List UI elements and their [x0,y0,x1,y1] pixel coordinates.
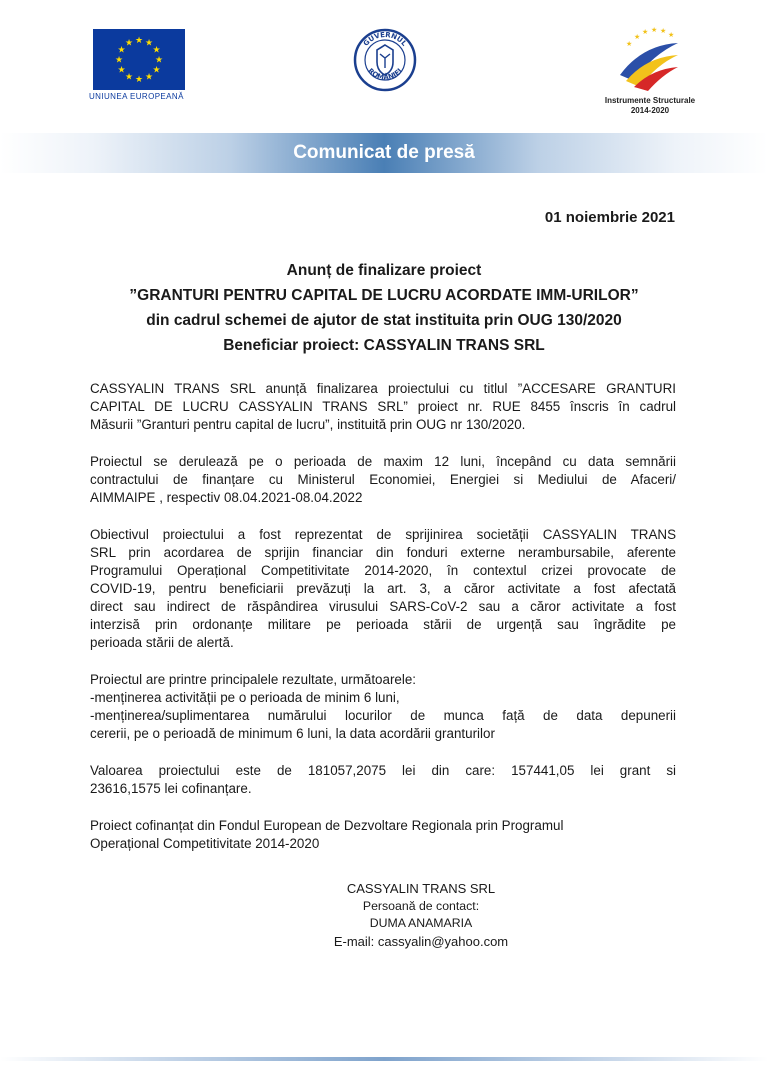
eu-logo-label: UNIUNEA EUROPEANĂ [89,92,184,101]
eu-flag-logo [93,29,185,90]
press-release-banner [0,133,768,173]
paragraph-project-results [90,671,676,743]
text-line: Valoarea proiectului este de 181057,2075 lei din care: 157441,05 lei grant si [90,763,676,778]
signature-company: CASSYALIN TRANS SRL [346,881,496,896]
text-line: Operațional Competitivitate 2014-2020 [90,836,320,851]
text-line: AIMMAIPE , respectiv 08.04.2021-08.04.2022 [90,490,363,505]
svg-text:★: ★ [117,65,126,76]
structural-instruments-swoosh-icon [612,25,682,95]
svg-text:★: ★ [668,31,675,39]
svg-text:★: ★ [124,38,134,49]
footer-divider [0,1057,768,1061]
structural-instruments-logo [612,25,682,95]
signature-contact-name: DUMA ANAMARIA [369,916,473,930]
text-line: SRL prin acordarea de sprijin financiar din fonduri externe nerambursabile, aferente [90,545,676,560]
paragraph-project-value [90,762,676,798]
svg-text:★: ★ [114,55,124,66]
text-line: cererii, pe o perioadă de minimum 6 luni, la data acordării granturilor [90,726,495,741]
government-seal-logo [353,28,417,92]
contact-signature [0,880,768,950]
text-line: CAPITAL DE LUCRU CASSYALIN TRANS SRL” proiect nr. RUE 8455 înscris în cadrul [90,399,676,414]
heading-line-2: ”GRANTURI PENTRU CAPITAL DE LUCRU ACORDATE IMM-URILOR” [129,287,639,304]
text-line: perioada stării de alertă. [90,635,234,650]
svg-text:★: ★ [144,38,154,49]
logo-bar [0,0,768,125]
text-line: Proiect cofinanțat din Fondul European de Dezvoltare Regionala prin Programul [90,818,564,833]
svg-text:★: ★ [626,40,633,48]
eu-stars-icon [93,29,185,90]
structural-instruments-years: 2014-2020 [630,106,670,115]
structural-instruments-label [595,96,705,116]
text-line: Proiectul are printre principalele rezultate, următoarele: [90,672,416,687]
svg-text:★: ★ [651,26,658,34]
text-line: Proiectul se derulează pe o perioada de maxim 12 luni, începând cu data semnării [90,454,676,469]
text-line: contractului de finanțare cu Ministerul Economiei, Energiei si Mediului de Afaceri/ [90,472,676,487]
text-line: -menținerea activității pe o perioada de minim 6 luni, [90,690,400,705]
text-line: COVID-19, pentru beneficiarii prevăzuți la art. 3, a căror activitate a fost afectată [90,581,676,596]
signature-email: E-mail: cassyalin@yahoo.com [333,933,509,949]
svg-text:★: ★ [660,27,667,35]
text-line: Obiectivul proiectului a fost reprezentat de sprijinirea societății CASSYALIN TRANS [90,527,676,542]
text-line: 23616,1575 lei cofinanțare. [90,781,252,796]
paragraph-project-completion [90,380,676,434]
structural-instruments-title: Instrumente Structurale [604,96,696,105]
paragraph-project-duration [90,453,676,507]
heading-line-4: Beneficiar proiect: CASSYALIN TRANS SRL [223,337,545,354]
svg-text:★: ★ [152,45,161,56]
text-line: Măsurii ”Granturi pentru capital de lucru”, instituită prin OUG nr 130/2020. [90,417,526,432]
svg-text:★: ★ [134,36,144,46]
text-line: -menținerea/suplimentarea numărului locurilor de munca față de data depunerii [90,708,676,723]
signature-contact-label: Persoană de contact: [362,898,480,913]
seal-text-bottom: ROMÂNIEI [366,66,404,82]
text-line: CASSYALIN TRANS SRL anunță finalizarea proiectului cu titlul ”ACCESARE GRANTURI [90,381,676,396]
announcement-heading [0,258,768,358]
svg-text:★: ★ [124,72,134,83]
press-release-body [90,380,676,872]
release-date: 01 noiembrie 2021 [544,209,675,226]
paragraph-cofinancing [90,817,676,853]
svg-text:★: ★ [152,65,161,76]
svg-text:★: ★ [642,28,649,36]
svg-text:★: ★ [154,55,164,66]
seal-text-top: GUVERNUL [361,30,409,48]
text-line: Programului Operațional Competitivitate 2014-2020, în contextul crizei provocate de [90,563,676,578]
heading-line-1: Anunț de finalizare proiect [286,262,482,279]
svg-text:★: ★ [117,45,126,56]
text-line: direct sau indirect de răspândirea virusului SARS-CoV-2 sau a căror activitate a fost [90,599,676,614]
text-line: interzisă prin ordonanțe militare pe perioada stării de urgență sau îngrădite pe [90,617,676,632]
heading-line-3: din cadrul schemei de ajutor de stat instituita prin OUG 130/2020 [146,312,622,329]
banner-title: Comunicat de presă [293,142,475,163]
coat-of-arms-icon [353,28,417,92]
paragraph-project-objective [90,526,676,652]
svg-text:★: ★ [634,33,641,41]
svg-text:★: ★ [144,72,154,83]
svg-text:★: ★ [134,75,144,85]
